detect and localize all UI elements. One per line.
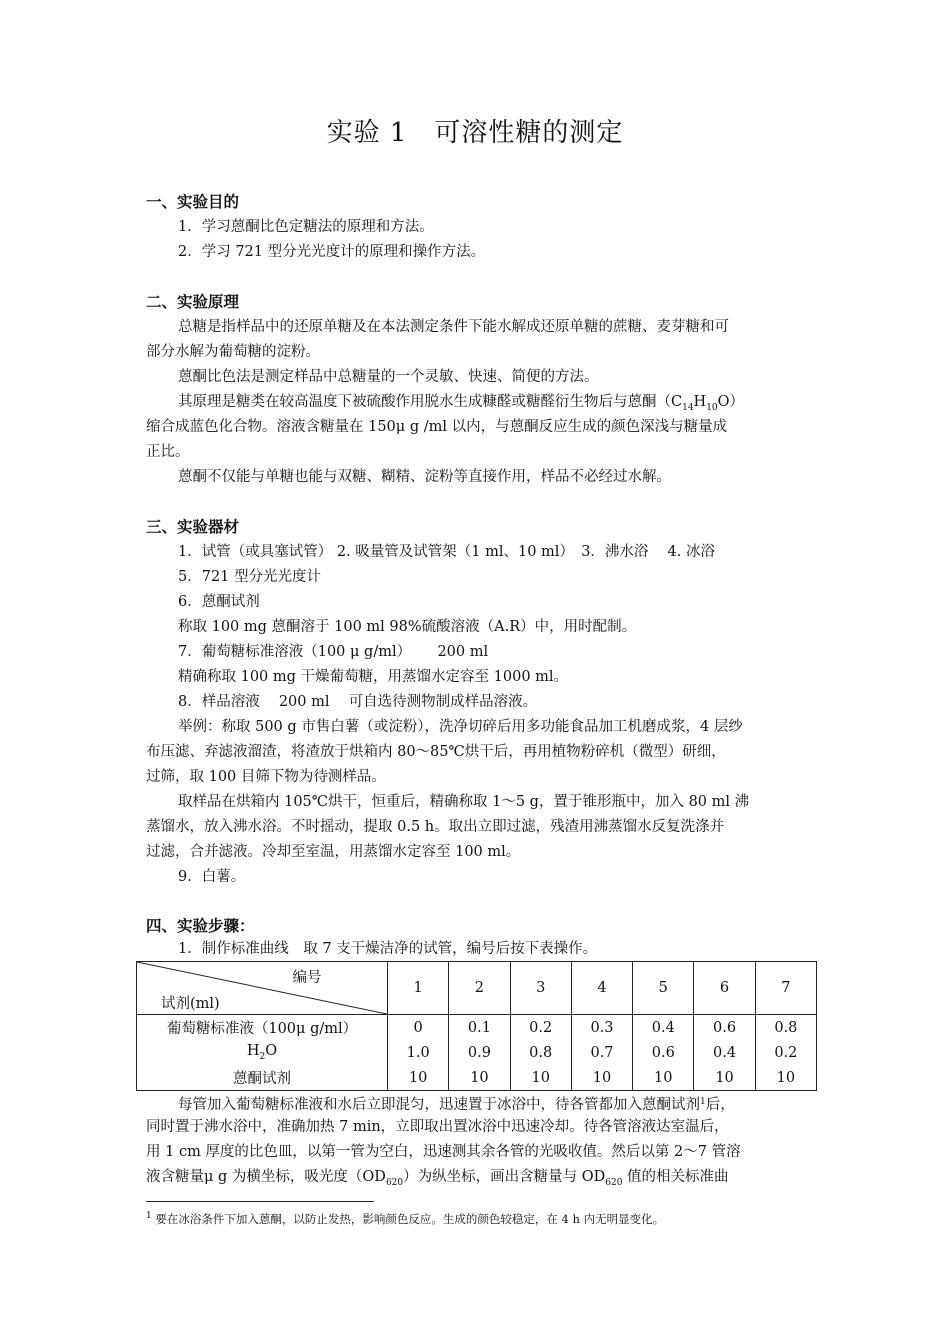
column-header: 7 [755,962,816,1015]
materials-line: 称取 100 mg 蒽酮溶于 100 ml 98%硫酸溶液（A.R）中，用时配制。 [178,619,637,635]
materials-line: 7．葡萄糖标准溶液（100 μ g/ml） 200 ml [178,644,489,660]
table-cell: 10 [633,1065,694,1091]
table-row [137,1040,817,1065]
section-heading-principle: 二、实验原理 [146,293,240,311]
principle-text: 蒽酮比色法是测定样品中总糖量的一个灵敏、快速、简便的方法。 [178,369,599,385]
text-span: ）为纵坐标，画出含糖量与 OD [403,1169,606,1185]
table-cell: 0.2 [510,1015,571,1041]
table-cell: 0.3 [571,1015,632,1041]
materials-line: 6．蒽酮试剂 [178,594,260,610]
table-cell: 10 [388,1065,449,1091]
text-span: 每管加入葡萄糖标准液和水后立即混匀，迅速置于冰浴中，待各管都加入蒽酮试剂 [178,1097,700,1113]
standard-curve-table [136,961,817,1091]
column-header: 1 [388,962,449,1015]
text-span: O [265,1043,278,1059]
table-cell: 0.8 [755,1015,816,1041]
row-label-water [137,1040,388,1065]
procedure-line: 1．制作标准曲线 取 7 支干燥洁净的试管，编号后按下表操作。 [178,941,598,957]
text-span: 液含糖量μ g 为横坐标，吸光度（OD [146,1169,386,1185]
materials-line: 1．试管（或具塞试管） 2. 吸量管及试管架（1 ml、10 ml） 3．沸水浴 4. 冰浴 [178,544,715,560]
table-cell: 0.1 [449,1015,510,1041]
procedure-line [178,1090,735,1117]
table-cell: 10 [755,1065,816,1091]
subscript: 620 [605,1178,623,1188]
materials-line: 举例：称取 500 g 市售白薯（或淀粉），洗净切碎后用多功能食品加工机磨成浆，4 层纱 [178,719,743,735]
materials-line: 精确称取 100 mg 干燥葡萄糖，用蒸馏水定容至 1000 ml。 [178,669,569,685]
text-span: H [693,394,707,410]
table-cell: 10 [449,1065,510,1091]
section-heading-purpose: 一、实验目的 [146,193,240,211]
section-heading-materials: 三、实验器材 [146,518,240,536]
column-header: 4 [571,962,632,1015]
materials-line: 8．样品溶液 200 ml 可自选待测物制成样品溶液。 [178,694,538,710]
column-header: 5 [633,962,694,1015]
text-span: O） [717,394,745,410]
table-cell: 10 [571,1065,632,1091]
principle-text: 蒽酮不仅能与单糖也能与双糖、糊精、淀粉等直接作用，样品不必经过水解。 [178,469,671,485]
text-span: 其原理是糖类在较高温度下被硫酸作用脱水生成糠醛或糖醛衍生物后与蒽酮（C [178,394,683,410]
footnote-divider [146,1201,374,1202]
footnote-text: 要在冰浴条件下加入蒽酮，以防止发热，影响颜色反应。生成的颜色较稳定，在 4 h 内无明显变化。 [151,1212,665,1226]
principle-text: 正比。 [146,444,190,460]
text-span: 后， [705,1097,735,1113]
table-row [137,1065,817,1091]
table-cell: 10 [510,1065,571,1091]
text-span: H [246,1043,260,1059]
footnote-mark: 1 [146,1211,152,1221]
materials-line: 5．721 型分光光度计 [178,569,322,585]
column-header: 2 [449,962,510,1015]
text-span: 值的相关标准曲 [622,1169,729,1185]
procedure-line: 同时置于沸水浴中，准确加热 7 min，立即取出置冰浴中迅速冷却。待各管溶液达室温后， [146,1119,729,1135]
subscript: 2 [259,1052,266,1062]
table-cell: 0.4 [633,1015,694,1041]
corner-label-number: 编号 [292,970,322,986]
table-cell: 0.2 [755,1040,816,1065]
row-label: 葡萄糖标准液（100μ g/ml） [166,1021,358,1037]
subscript: 14 [682,403,694,413]
table-cell: 0.4 [694,1040,755,1065]
column-header: 6 [694,962,755,1015]
table-cell: 0.6 [633,1040,694,1065]
principle-text: 部分水解为葡萄糖的淀粉。 [146,344,320,360]
principle-text: 总糖是指样品中的还原单糖及在本法测定条件下能水解成还原单糖的蔗糖、麦芽糖和可 [178,319,729,335]
purpose-item-2: 2．学习 721 型分光光度计的原理和操作方法。 [178,244,486,260]
table-cell: 0.6 [694,1015,755,1041]
materials-line: 取样品在烘箱内 105℃烘干，恒重后，精确称取 1～5 g，置于锥形瓶中，加入 80 ml 沸 [178,794,750,810]
table-header-row [137,962,817,1015]
materials-line: 过滤，合并滤液。冷却至室温，用蒸馏水定容至 100 ml。 [146,844,521,860]
footnote-ref[interactable]: 1 [700,1097,706,1107]
table-cell: 0.7 [571,1040,632,1065]
subscript: 10 [706,403,718,413]
materials-line: 布压滤、弃滤液溜渣，将渣放于烘箱内 80～85℃烘干后，再用植物粉碎机（微型）研细， [146,744,726,760]
table-corner-cell [137,962,388,1015]
procedure-line: 用 1 cm 厚度的比色皿，以第一管为空白，迅速测其余各管的光吸收值。然后以第 2～7 管溶 [146,1144,741,1160]
column-header: 3 [510,962,571,1015]
materials-line: 蒸馏水，放入沸水浴。不时摇动，提取 0.5 h。取出立即过滤，残渣用沸蒸馏水反复洗涤并 [146,819,725,835]
table-cell: 0 [388,1015,449,1041]
table-cell: 0.9 [449,1040,510,1065]
corner-label-reagent: 试剂(ml) [161,996,220,1012]
table-cell: 10 [694,1065,755,1091]
section-heading-procedure: 四、实验步骤： [146,917,255,935]
page-title: 实验 1 可溶性糖的测定 [326,118,624,148]
row-label: 蒽酮试剂 [233,1071,291,1087]
purpose-item-1: 1．学习蒽酮比色定糖法的原理和方法。 [178,219,434,235]
table-row [137,1015,817,1041]
materials-line: 过筛，取 100 目筛下物为待测样品。 [146,769,386,785]
subscript: 620 [385,1178,404,1188]
footnote [146,1211,664,1227]
table-cell: 1.0 [388,1040,449,1065]
table-cell: 0.8 [510,1040,571,1065]
materials-line: 9．白薯。 [178,869,246,885]
procedure-line [146,1165,729,1195]
principle-text: 缩合成蓝色化合物。溶液含糖量在 150μ g /ml 以内，与蒽酮反应生成的颜色深浅与糖量成 [146,419,728,435]
